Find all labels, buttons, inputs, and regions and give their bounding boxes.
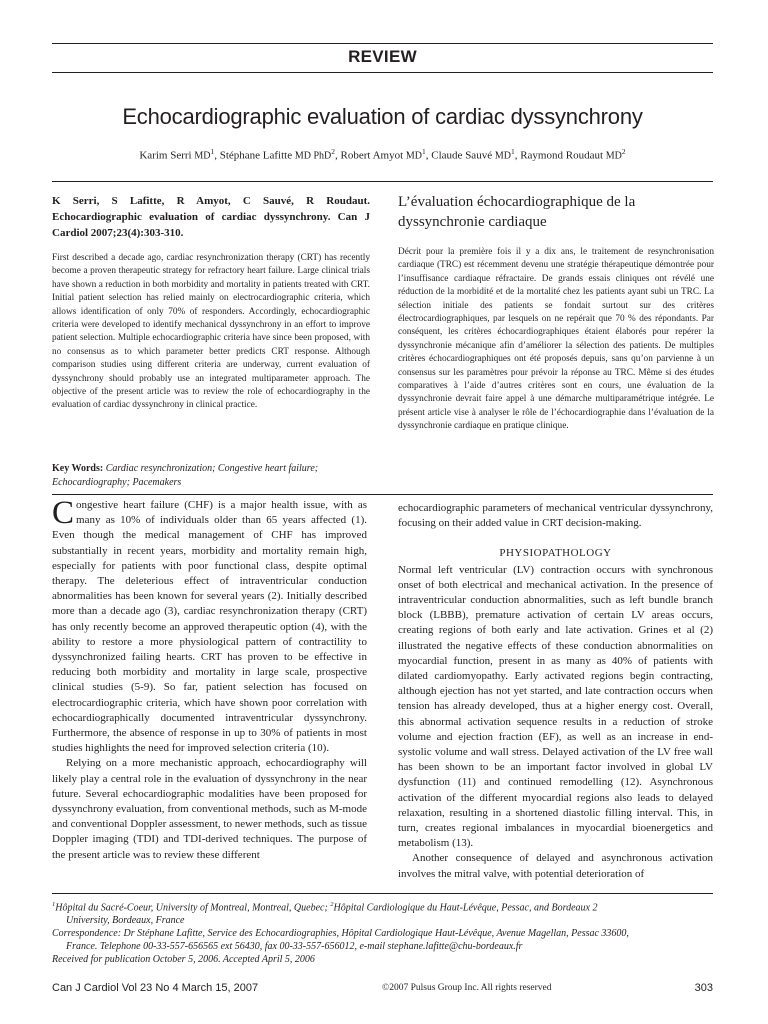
french-abstract	[398, 246, 714, 434]
author-separator: ,	[425, 149, 432, 162]
body-paragraph: Normal left ventricular (LV) contraction occurs with synchronous onset of both electrical and mechanical activation. In the presence of intraventricular conduction abnormalities, such as left bundle branch block (LBBB), premature activation of certain LV areas occurs, creating regions of both early and late activation. Grines et al (2) illustrated the negative effects of these conduction abnormalities on myocardial function, present in as many as 40% of patients with dilated cardiomyopathy. Early activated regions begin contracting, although ejection has not yet started, and late contraction occurs when tension has already developed, thus at a higher energy cost. Overall, this abnormal activation sequence results in a reduction of stroke volume and ejection fraction (EF), as well as an increase in end-systolic volume and wall stress. Delayed activation of the LV free wall has been shown to be an important factor involved in global LV dysfunction (11) and continued remodelling (12). Asynchronous activation of the different myocardial regions also leads to delayed relaxation, resulting in a shortened diastolic filling interval. This, in turn, creates regional imbalances in myocardial bioenergetics and metabolism (13).	[398, 563, 713, 850]
body-column-left	[52, 495, 367, 863]
keywords-text: Cardiac resynchronization; Congestive heart failure; Echocardiography; Pacemakers	[52, 463, 319, 488]
copyright: ©2007 Pulsus Group Inc. All rights reserved	[382, 983, 552, 993]
abstract-text: First described a decade ago, cardiac resynchronization therapy (CRT) has recently become a proven therapeutic strategy for refractory heart failure. Large clinical trials have shown a reduction in both morbidity and mortality in patients treated with CRT. Initial patient selection has relied mainly on electrocardiographic criteria, which allows identification of only 70% of responders. Accordingly, echocardiographic criteria were developed to identify mechanical dyssynchrony in an effort to improve patient selection. Multiple echocardiographic criteria have since been proposed, with no consensus as to which parameter better predicts CRT response. Although comparison studies using different criteria are underway, current evaluation of dyssynchrony should probably use an integrated multiparameter approach. The objective of the present article was to review the role of echocardiography in the evaluation of cardiac dyssynchrony in clinical practice.	[52, 253, 370, 411]
body-paragraph: echocardiographic parameters of mechanical ventricular dyssynchrony, focusing on their added value in CRT decision-making.	[398, 502, 713, 530]
french-abstract-text: Décrit pour la première fois il y a dix ans, le traitement de resynchronisation cardiaque (TRC) est récemment devenu une stratégie thérapeutique démontrée pour l’insuffisance cardiaque réfractaire. De grands essais cliniques ont révélé une réduction de la morbidité et de la mortalité chez les patients ayant subi un TRC. La sélection initiale des patients se fondait surtout sur des critères électrocardiographiques, par lesquels on ne repérait que 70 % des répondants. Par conséquent, les critères échocardiographiques étaient élaborés pour repérer la dyssynchronie mécanique afin d’améliorer la sélection des patients. De multiples critères échocardiographiques ont été proposés depuis, sans qu’on parvienne à un consensus sur les paramètres pour prévoir la réponse au TRC. Même si des études comparatives à l’aide d’autres critères sont en cours, une évaluation de la dyssynchronie devrait faire appel à une démarche multiparamétrique intégrée. Le présent article vise à analyser le rôle de l’échocardiographie dans l’évaluation de la dyssynchronie cardiaque en pratique clinique.	[398, 247, 714, 432]
section-rule	[52, 72, 713, 73]
english-abstract	[52, 252, 370, 413]
abstract-rule	[52, 494, 713, 495]
author-affiliation: 1	[510, 147, 515, 156]
section-heading: PHYSIOPATHOLOGY	[499, 547, 612, 560]
author-name: Raymond Roudaut	[520, 149, 604, 162]
correspondence-cont: France. Telephone 00-33-557-656565 ext 56430, fax 00-33-557-656012, e-mail stephane.lafitte@chu-bordeaux.fr	[66, 941, 523, 953]
author-separator: ,	[514, 149, 521, 162]
journal-info: Can J Cardiol Vol 23 No 4 March 15, 2007	[52, 982, 259, 994]
footnote-rule	[52, 893, 713, 894]
article-title: Echocardiographic evaluation of cardiac dyssynchrony	[122, 104, 643, 129]
keywords	[52, 462, 370, 490]
french-title: L’évaluation échocardiographique de la dyssynchronie cardiaque	[398, 194, 636, 230]
footnotes	[52, 898, 713, 966]
affiliations: $^1$Hôpital du Sacré-Coeur, University of Montreal, Montreal, Quebec; $^2$Hôpital Cardiologique du Haut-Lévêque, Pessac, and Bordeaux 2	[52, 901, 598, 914]
citation: K Serri, S Lafitte, R Amyot, C Sauvé, R Roudaut. Echocardiographic evaluation of cardiac dyssynchrony. Can J Cardiol 2007;23(4):303-310.	[52, 195, 370, 239]
author-separator: ,	[214, 149, 220, 162]
author-list	[52, 147, 713, 162]
page-number: 303	[694, 982, 713, 994]
author-degree: MD	[194, 150, 211, 162]
page-footer	[52, 982, 713, 996]
body-paragraph: Relying on a more mechanistic approach, echocardiography will likely play a central role in the evaluation of dyssynchrony in the near future. Several echocardiographic modalities have been proposed for dyssynchrony evaluation, from conventional methods, such as M-mode and conventional Doppler assessment, to newer methods, such as tissue Doppler imaging (TDI) and TDI-derived techniques. The purpose of the present article was to review these different	[52, 757, 367, 861]
author-degree: MD PhD	[294, 150, 332, 162]
author-name: Karim Serri	[139, 149, 192, 162]
body-paragraph: Congestive heart failure (CHF) is a major health issue, with as many as 10% of individuals older than 65 years affected (1). Even though the medical management of CHF has improved substantially in recent years, morbidity and mortality remain high, especially for patients with poor functional class, despite optimal therapy. The deleterious effect of intraventricular conduction abnormalities has been known for several years (2). Initially described more than a decade ago (3), cardiac resynchronization therapy (CRT) has only recently become an approved therapeutic option (4), with the ability to restore a more physiological pattern of contractility to dyssynchronized failing hearts. CRT has proven to be effective in reducing both morbidity and mortality in large scale, prospective clinical studies (5-9). So far, patient selection has focused on electrocardiographic criteria, which have shown poor correlation with echocardiographically documented intraventricular dyssynchrony. Furthermore, the absence of response in up to 30% of patients in most studies highlights the need for improved selection criteria (10).	[52, 495, 367, 755]
drop-cap: C	[52, 495, 75, 531]
body-paragraph: Another consequence of delayed and asynchronous activation involves the mitral valve, with potential deterioration of	[398, 852, 713, 880]
author-degree: MD	[605, 150, 622, 162]
affiliations-cont: University, Bordeaux, France	[66, 915, 185, 927]
header-rule	[52, 181, 713, 182]
author-affiliation: 1	[210, 147, 215, 156]
author-affiliation: 1	[422, 147, 426, 156]
correspondence: Correspondence: Dr Stéphane Lafitte, Service des Echocardiographies, Hôpital Cardiologique Haut-Lévêque, Avenue Magellan, Pessac 33600,	[52, 928, 629, 940]
author-name: Claude Sauvé	[431, 149, 493, 162]
author-degree: MD	[405, 150, 423, 162]
body-column-right	[398, 501, 713, 882]
author-affiliation: 2	[621, 147, 626, 156]
top-rule	[52, 43, 713, 44]
author-degree: MD	[494, 150, 511, 162]
keywords-label: Key Words:	[52, 463, 104, 474]
section-label: REVIEW	[348, 47, 417, 66]
author-name: Robert Amyot	[340, 149, 404, 162]
received-date: Received for publication October 5, 2006. Accepted April 5, 2006	[52, 954, 315, 966]
author-separator: ,	[335, 149, 341, 162]
author-affiliation: 2	[331, 147, 336, 156]
author-name: Stéphane Lafitte	[219, 149, 293, 162]
